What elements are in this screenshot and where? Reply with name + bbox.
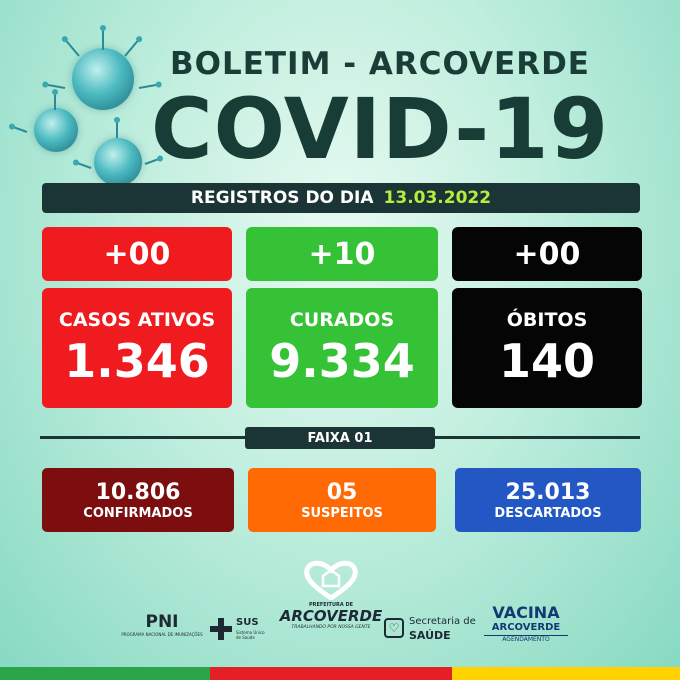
active-cases-delta: +00 — [42, 227, 232, 281]
day-band-date: 13.03.2022 — [383, 188, 492, 208]
sus-subtitle: Sistema Único de Saúde — [236, 630, 265, 640]
city-logo — [276, 560, 386, 650]
flag-stripe-red — [210, 667, 452, 680]
sus-logo — [210, 612, 270, 646]
virus-small-icon — [34, 108, 78, 152]
active-cases-value: 1.346 — [64, 334, 210, 388]
virus-large-icon — [72, 48, 134, 110]
discarded-label: DESCARTADOS — [494, 505, 602, 521]
heart-house-icon — [303, 560, 359, 600]
pni-logo — [112, 612, 212, 646]
heart-pulse-icon: ♡ — [384, 618, 404, 638]
vacina-line1: VACINA — [492, 603, 560, 622]
flag-stripe-yellow — [452, 667, 680, 680]
deaths-card — [452, 288, 642, 408]
recovered-card — [246, 288, 438, 408]
confirmed-card — [42, 468, 234, 532]
secretaria-line2: SAÚDE — [409, 629, 451, 642]
vacina-line3: AGENDAMENTO — [484, 635, 568, 643]
day-band — [42, 183, 640, 213]
confirmed-label: CONFIRMADOS — [83, 505, 193, 521]
deaths-value: 140 — [498, 334, 596, 388]
faixa-label: FAIXA 01 — [245, 427, 435, 449]
sus-cross-icon — [210, 618, 232, 640]
city-top-label: PREFEITURA DE — [308, 602, 354, 608]
deaths-delta: +00 — [452, 227, 642, 281]
discarded-card — [455, 468, 641, 532]
vacina-logo — [484, 604, 568, 648]
flag-stripe-green — [0, 667, 210, 680]
bulletin-title: BOLETIM - ARCOVERDE — [170, 46, 590, 82]
city-slogan: TRABALHANDO POR NOSSA GENTE — [291, 625, 371, 630]
virus-decoration — [20, 20, 160, 190]
recovered-label: CURADOS — [289, 309, 395, 331]
recovered-value: 9.334 — [269, 334, 415, 388]
active-cases-label: CASOS ATIVOS — [58, 309, 216, 331]
secretaria-line1: Secretaria de — [409, 616, 476, 627]
suspects-label: SUSPEITOS — [301, 505, 383, 521]
secretaria-logo — [384, 612, 476, 646]
sus-title: SUS — [236, 617, 259, 628]
city-name: ARCOVERDE — [279, 607, 383, 625]
virus-medium-icon — [94, 138, 142, 186]
day-band-label: REGISTROS DO DIA — [190, 188, 374, 208]
confirmed-value: 10.806 — [95, 479, 181, 505]
deaths-label: ÓBITOS — [506, 309, 588, 331]
recovered-delta: +10 — [246, 227, 438, 281]
active-cases-card — [42, 288, 232, 408]
suspects-card — [248, 468, 436, 532]
discarded-value: 25.013 — [505, 479, 591, 505]
pni-subtitle: PROGRAMA NACIONAL DE IMUNIZAÇÕES — [121, 632, 203, 637]
vacina-line2: ARCOVERDE — [491, 622, 561, 633]
suspects-value: 05 — [326, 479, 358, 505]
pni-title: PNI — [145, 612, 179, 632]
covid-title: COVID-19 — [150, 80, 610, 178]
